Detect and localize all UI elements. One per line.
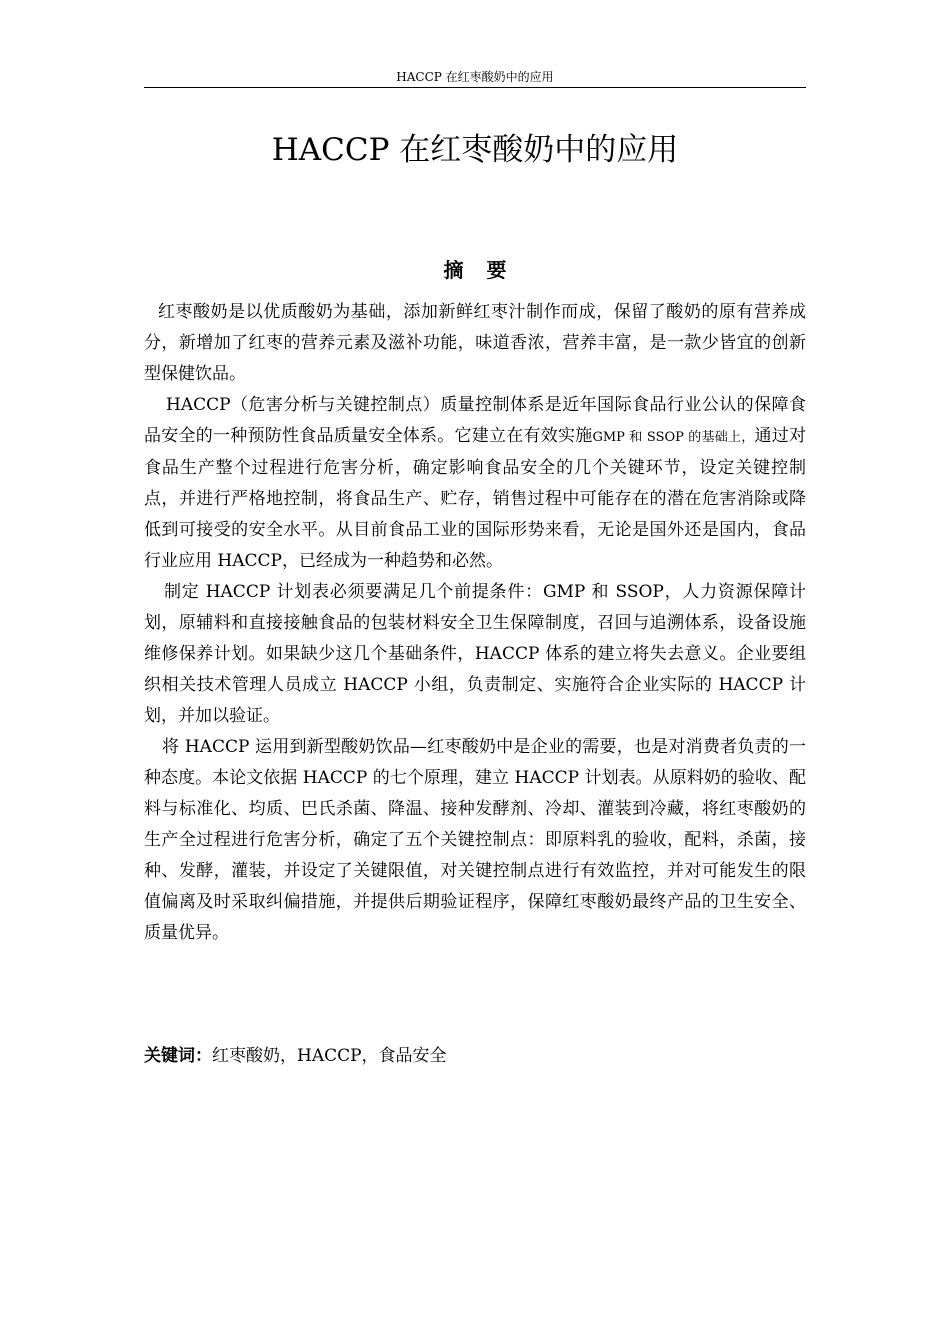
keywords-label: 关键词： — [144, 1046, 212, 1066]
abstract-paragraph-2-part-b: 通过对食品生产整个过程进行危害分析，确定影响食品安全的几个关键环节，设定关键控制点，并进行严格地控制，将食品生产、贮存，销售过程中可能存在的潜在危害消除或降低到可接受的安全水平。从目前食品工业的国际形势来看，无论是国外还是国内，食品行业应用 HACCP，已经成为一种趋势和必然。 — [144, 426, 807, 571]
abstract-paragraph-2 — [144, 390, 806, 577]
abstract-paragraph-2-part-a: HACCP（危害分析与关键控制点）质量控制体系是近年国际食品行业公认的保障食品安全的一种预防性食品质量安全体系。它建立在有效实施 — [144, 395, 806, 446]
header-rule — [144, 87, 806, 88]
abstract-paragraph-2-small-text: GMP 和 SSOP 的基础上， — [592, 430, 755, 445]
abstract-paragraph-1: 红枣酸奶是以优质酸奶为基础，添加新鲜红枣汁制作而成，保留了酸奶的原有营养成分，新增加了红枣的营养元素及滋补功能，味道香浓，营养丰富，是一款少皆宜的创新型保健饮品。 — [144, 302, 806, 384]
abstract-paragraph-4: 将 HACCP 运用到新型酸奶饮品—红枣酸奶中是企业的需要，也是对消费者负责的一种态度。本论文依据 HACCP 的七个原理，建立 HACCP 计划表。从原料奶的验收、配料与标准化、均质、巴氏杀菌、降温、接种发酵剂、冷却、灌装到冷藏，将红枣酸奶的生产全过程进行危害分析，确定了五个关键控制点：即原料乳的验收，配料，杀菌，接种、发酵，灌装，并设定了关键限值，对关键控制点进行有效监控，并对可能发生的限值偏离及时采取纠偏措施，并提供后期验证程序，保障红枣酸奶最终产品的卫生安全、质量优异。 — [144, 737, 806, 943]
abstract-paragraph-3: 制定 HACCP 计划表必须要满足几个前提条件：GMP 和 SSOP，人力资源保障计划，原辅料和直接接触食品的包装材料安全卫生保障制度，召回与追溯体系，设备设施维修保养计划。如果缺少这几个基础条件，HACCP 体系的建立将失去意义。企业要组织相关技术管理人员成立 HACCP 小组，负责制定、实施符合企业实际的 HACCP 计划，并加以验证。 — [144, 582, 806, 726]
document-title: HACCP 在红枣酸奶中的应用 — [271, 132, 679, 168]
running-header: HACCP 在红枣酸奶中的应用 — [396, 70, 554, 84]
keywords-line — [144, 1041, 806, 1072]
keywords-value: 红枣酸奶，HACCP，食品安全 — [212, 1046, 447, 1066]
abstract-heading: 摘 要 — [443, 258, 515, 282]
abstract-body — [144, 297, 806, 949]
